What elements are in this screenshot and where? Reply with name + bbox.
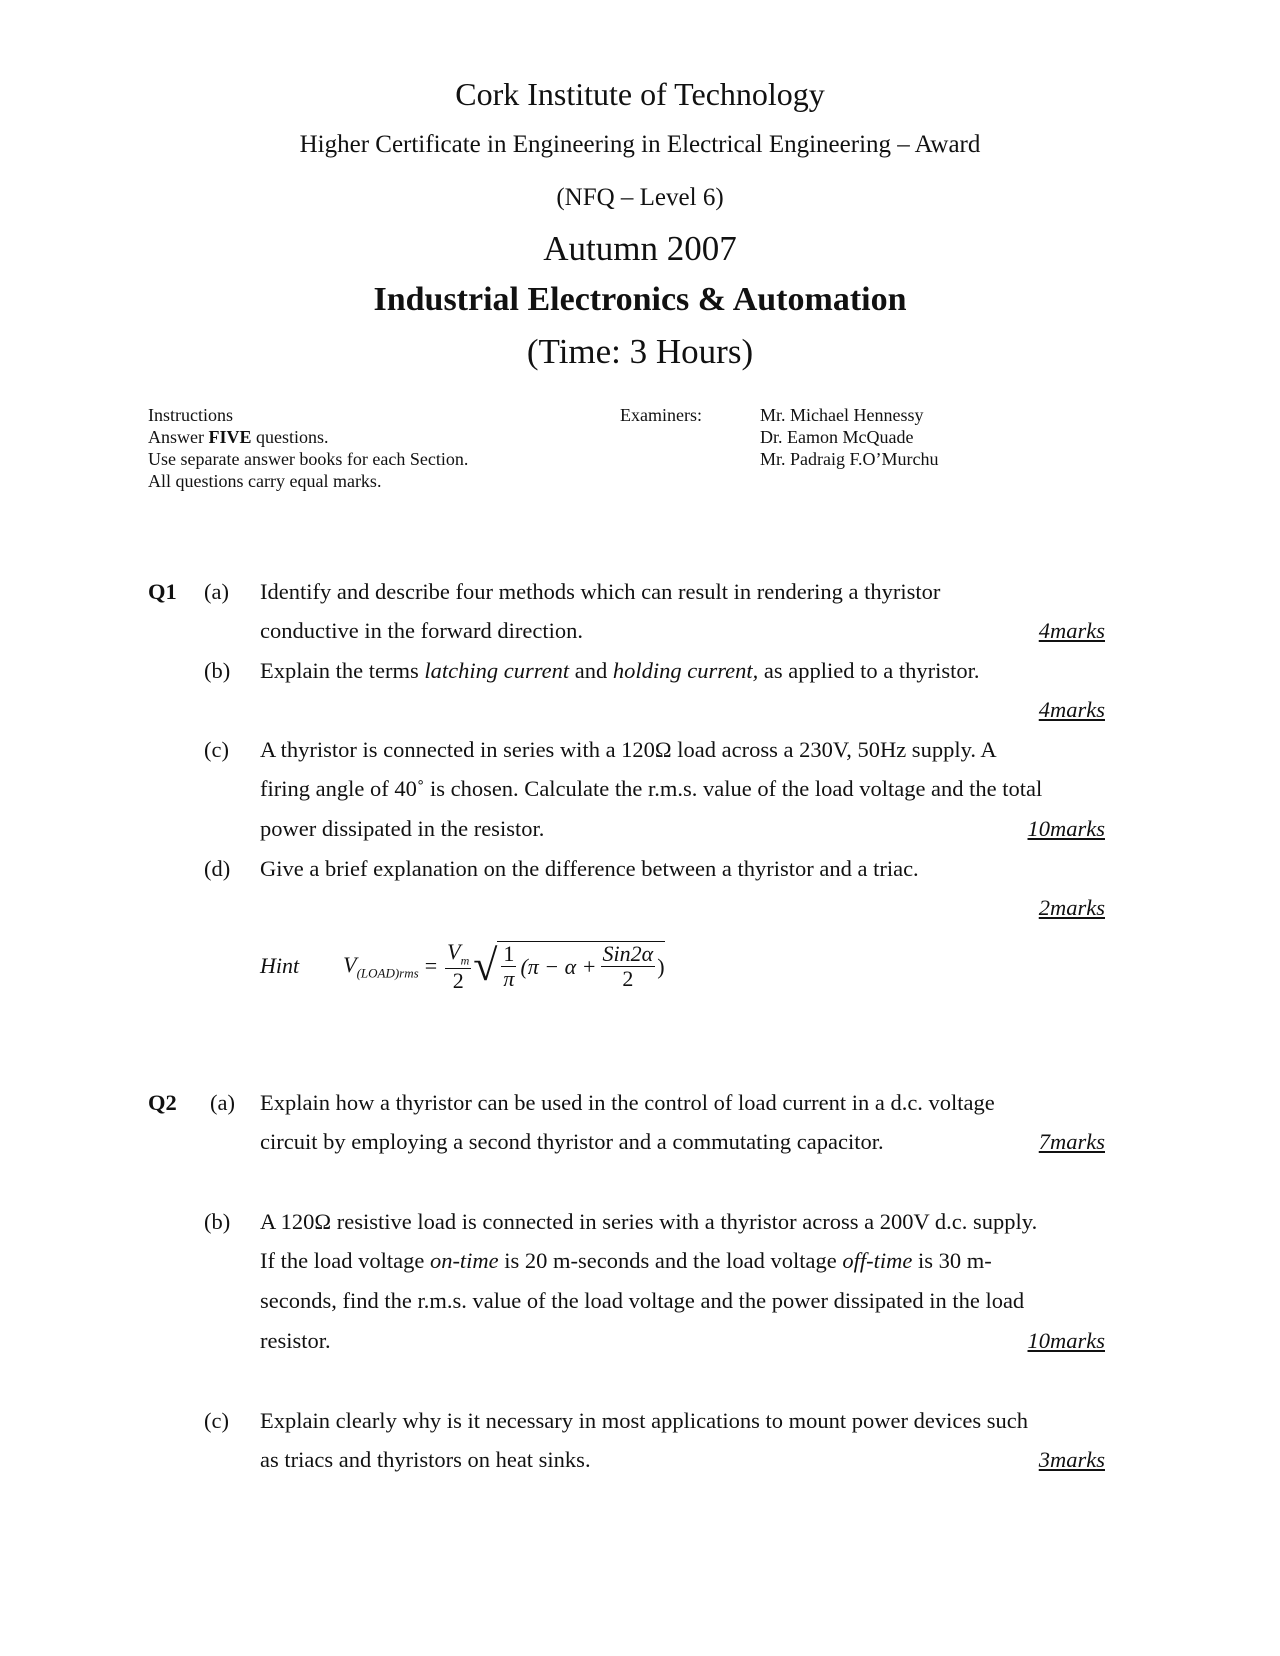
sqrt-icon: √ [473, 941, 498, 991]
q1d-marks: 2marks [1038, 895, 1105, 920]
formula-sin: Sin2α [602, 941, 654, 967]
formula-vm-over-2 [445, 940, 471, 993]
q1c-line-2: firing angle of 40˚ is chosen. Calculate the r.m.s. value of the load voltage and the total [260, 776, 1043, 801]
instructions-line-1-pre: Answer [148, 427, 209, 447]
q1b-text-post: as applied to a thyristor. [758, 658, 980, 683]
formula-vm-subscript: m [460, 953, 470, 968]
q2c-label: (c) [204, 1408, 229, 1433]
q1b-term-holding: holding current, [612, 658, 759, 683]
q2b-line-3: seconds, find the r.m.s. value of the load voltage and the power dissipated in the load [260, 1288, 1025, 1313]
q1a-marks: 4marks [1038, 618, 1105, 643]
instructions-title: Instructions [148, 405, 233, 425]
formula-bracket-open: (π − α + [520, 953, 597, 979]
q2b-marks: 10marks [1027, 1328, 1105, 1353]
q2a-marks: 7marks [1038, 1129, 1105, 1154]
q1b-marks: 4marks [1038, 697, 1105, 722]
q1c-line-3: power dissipated in the resistor. [260, 816, 545, 841]
formula-vm [445, 940, 471, 969]
examiner-name: Mr. Michael Hennessy [760, 405, 924, 425]
award-title: Higher Certificate in Engineering in Electrical Engineering – Award [299, 131, 981, 158]
q2b-line-2-post: is 30 m- [912, 1248, 992, 1273]
examiners-label: Examiners: [620, 405, 702, 425]
q2c-line-2: as triacs and thyristors on heat sinks. [260, 1447, 591, 1472]
examiner-name: Dr. Eamon McQuade [760, 427, 914, 447]
examiner-name: Mr. Padraig F.O’Murchu [760, 449, 939, 469]
question-number-q1: Q1 [148, 579, 177, 604]
q1b-line-1 [260, 658, 980, 684]
instructions-line-1-bold: FIVE [208, 427, 252, 447]
q2b-label: (b) [204, 1209, 231, 1234]
q1c-marks: 10marks [1027, 816, 1105, 841]
formula-v: V [343, 951, 357, 977]
formula-radicand [497, 941, 664, 991]
q2b-line-2-pre: If the load voltage [260, 1248, 430, 1273]
q2b-line-2 [260, 1248, 992, 1274]
q2c-marks: 3marks [1038, 1447, 1105, 1472]
instructions-line-1-post: questions. [251, 427, 329, 447]
formula-sin-over-2 [601, 942, 656, 991]
question-number-q2: Q2 [148, 1090, 177, 1115]
subject-title: Industrial Electronics & Automation [373, 281, 907, 318]
formula-lhs [343, 952, 419, 981]
formula-pi: π [503, 966, 515, 992]
q1c-label: (c) [204, 737, 229, 762]
formula-two: 2 [452, 967, 464, 993]
formula-lhs-subscript: (LOAD)rms [356, 965, 419, 981]
q2b-off-time: off-time [842, 1248, 913, 1273]
q2b-on-time: on-time [429, 1248, 499, 1273]
formula-vm-v: V [447, 939, 461, 964]
examiners-list [760, 404, 939, 470]
formula-one: 1 [503, 941, 515, 967]
q1a-line-2: conductive in the forward direction. [260, 618, 584, 643]
q2a-line-1: Explain how a thyristor can be used in the control of load current in a d.c. voltage [260, 1090, 995, 1115]
formula-two-b: 2 [622, 966, 634, 992]
q1b-label: (b) [204, 658, 231, 683]
q2b-line-2-mid: is 20 m-seconds and the load voltage [498, 1248, 843, 1273]
q2c-line-1: Explain clearly why is it necessary in most applications to mount power devices such [260, 1408, 1028, 1433]
session-title: Autumn 2007 [543, 229, 737, 268]
q1a-label: (a) [204, 579, 229, 604]
q2b-line-4: resistor. [260, 1328, 331, 1353]
hint-formula [260, 940, 665, 993]
instructions-line-1 [148, 426, 468, 448]
hint-label: Hint [260, 953, 300, 979]
instructions-line-3: All questions carry equal marks. [148, 471, 382, 491]
q2b-line-1: A 120Ω resistive load is connected in series with a thyristor across a 200V d.c. supply. [260, 1209, 1038, 1234]
instructions-line-2: Use separate answer books for each Section. [148, 449, 469, 469]
q1d-line-1: Give a brief explanation on the difference between a thyristor and a triac. [260, 856, 919, 881]
q1a-line-1: Identify and describe four methods which can result in rendering a thyristor [260, 579, 941, 604]
formula-bracket-close: ) [657, 953, 665, 979]
q2a-line-2: circuit by employing a second thyristor and a commutating capacitor. [260, 1129, 884, 1154]
q1b-text-mid: and [569, 658, 613, 683]
instructions [148, 404, 468, 492]
q1c-line-1: A thyristor is connected in series with a 120Ω load across a 230V, 50Hz supply. A [260, 737, 997, 762]
level-title: (NFQ – Level 6) [556, 184, 724, 211]
duration-title: (Time: 3 Hours) [526, 332, 754, 371]
q1b-term-latching: latching current [424, 658, 570, 683]
institution-title: Cork Institute of Technology [455, 76, 825, 112]
q1b-text-pre: Explain the terms [260, 658, 425, 683]
formula-1-over-pi [501, 942, 516, 991]
q2a-label: (a) [210, 1090, 235, 1115]
q1d-label: (d) [204, 856, 231, 881]
formula-equals: = [424, 953, 438, 979]
